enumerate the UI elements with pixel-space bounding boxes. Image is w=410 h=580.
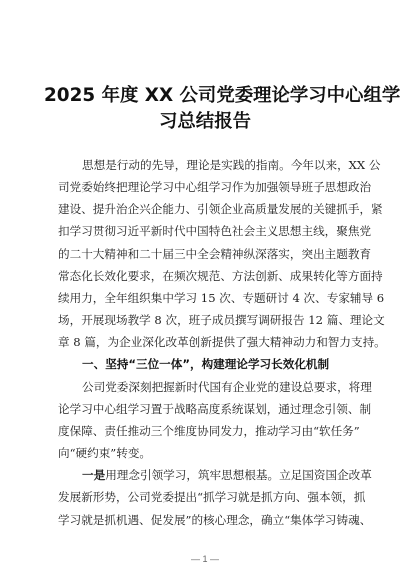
section-heading-text: 一、坚持“三位一体”，构建理论学习长效化机制	[82, 357, 330, 372]
point-lead: 一是	[82, 468, 106, 483]
text-line: 扣学习贯彻习近平新时代中国特色社会主义思想主线，聚焦党	[58, 224, 372, 239]
text-line: 章 8 篇，为企业深化改革创新提供了强大精神动力和智力支持。	[58, 335, 386, 350]
text-line: 常态化长效化要求，在频次规范、方法创新、成果转化等方面持	[58, 268, 383, 283]
text-line: 发展新形势，公司党委提出“抓学习就是抓方向、强本领，抓	[58, 490, 366, 505]
document-body	[58, 154, 386, 531]
page-number: — 1 —	[190, 554, 219, 564]
text-line: 建设、提升治企兴企能力、引领企业高质量发展的关键抓手，紧	[58, 202, 383, 217]
text-line: 续用力，全年组织集中学习 15 次、专题研讨 4 次、专家辅导 6	[58, 290, 385, 305]
text-line: 场，开展现场教学 8 次，班子成员撰写调研报告 12 篇、理论文	[58, 313, 385, 328]
title-line: 2025 年度 XX 公司党委理论学习中心组学	[44, 85, 401, 106]
paragraph-section-1	[58, 376, 372, 465]
text-line: 度保障、责任推动三个维度协同发力，推动学习由“软任务”	[58, 423, 360, 438]
text-line: 思想是行动的先导，理论是实践的指南。今年以来，XX 公	[82, 158, 381, 172]
title-line: 习总结报告	[159, 111, 251, 132]
point-text: 用理念引领学习，筑牢思想根基。立足国资国企改革	[105, 468, 372, 483]
text-line: 司党委始终把理论学习中心组学习作为加强领导班子思想政治	[58, 180, 372, 195]
text-line: 的二十大精神和二十届三中全会精神纵深落实，突出主题教育	[58, 246, 372, 261]
text-line: 学习就是抓机遇、促发展”的核心理念，确立“集体学习铸魂、	[58, 512, 372, 527]
document-title	[44, 83, 401, 135]
text-line: 公司党委深刻把握新时代国有企业党的建设总要求，将理	[82, 379, 372, 394]
paragraph-intro	[58, 154, 386, 353]
paragraph-point-1	[58, 464, 372, 530]
text-line: 向“硬约束”转变。	[58, 446, 152, 461]
text-line: 论学习中心组学习置于战略高度系统谋划，通过理念引领、制	[58, 401, 372, 416]
text-line	[58, 464, 372, 486]
section-heading	[58, 353, 354, 375]
